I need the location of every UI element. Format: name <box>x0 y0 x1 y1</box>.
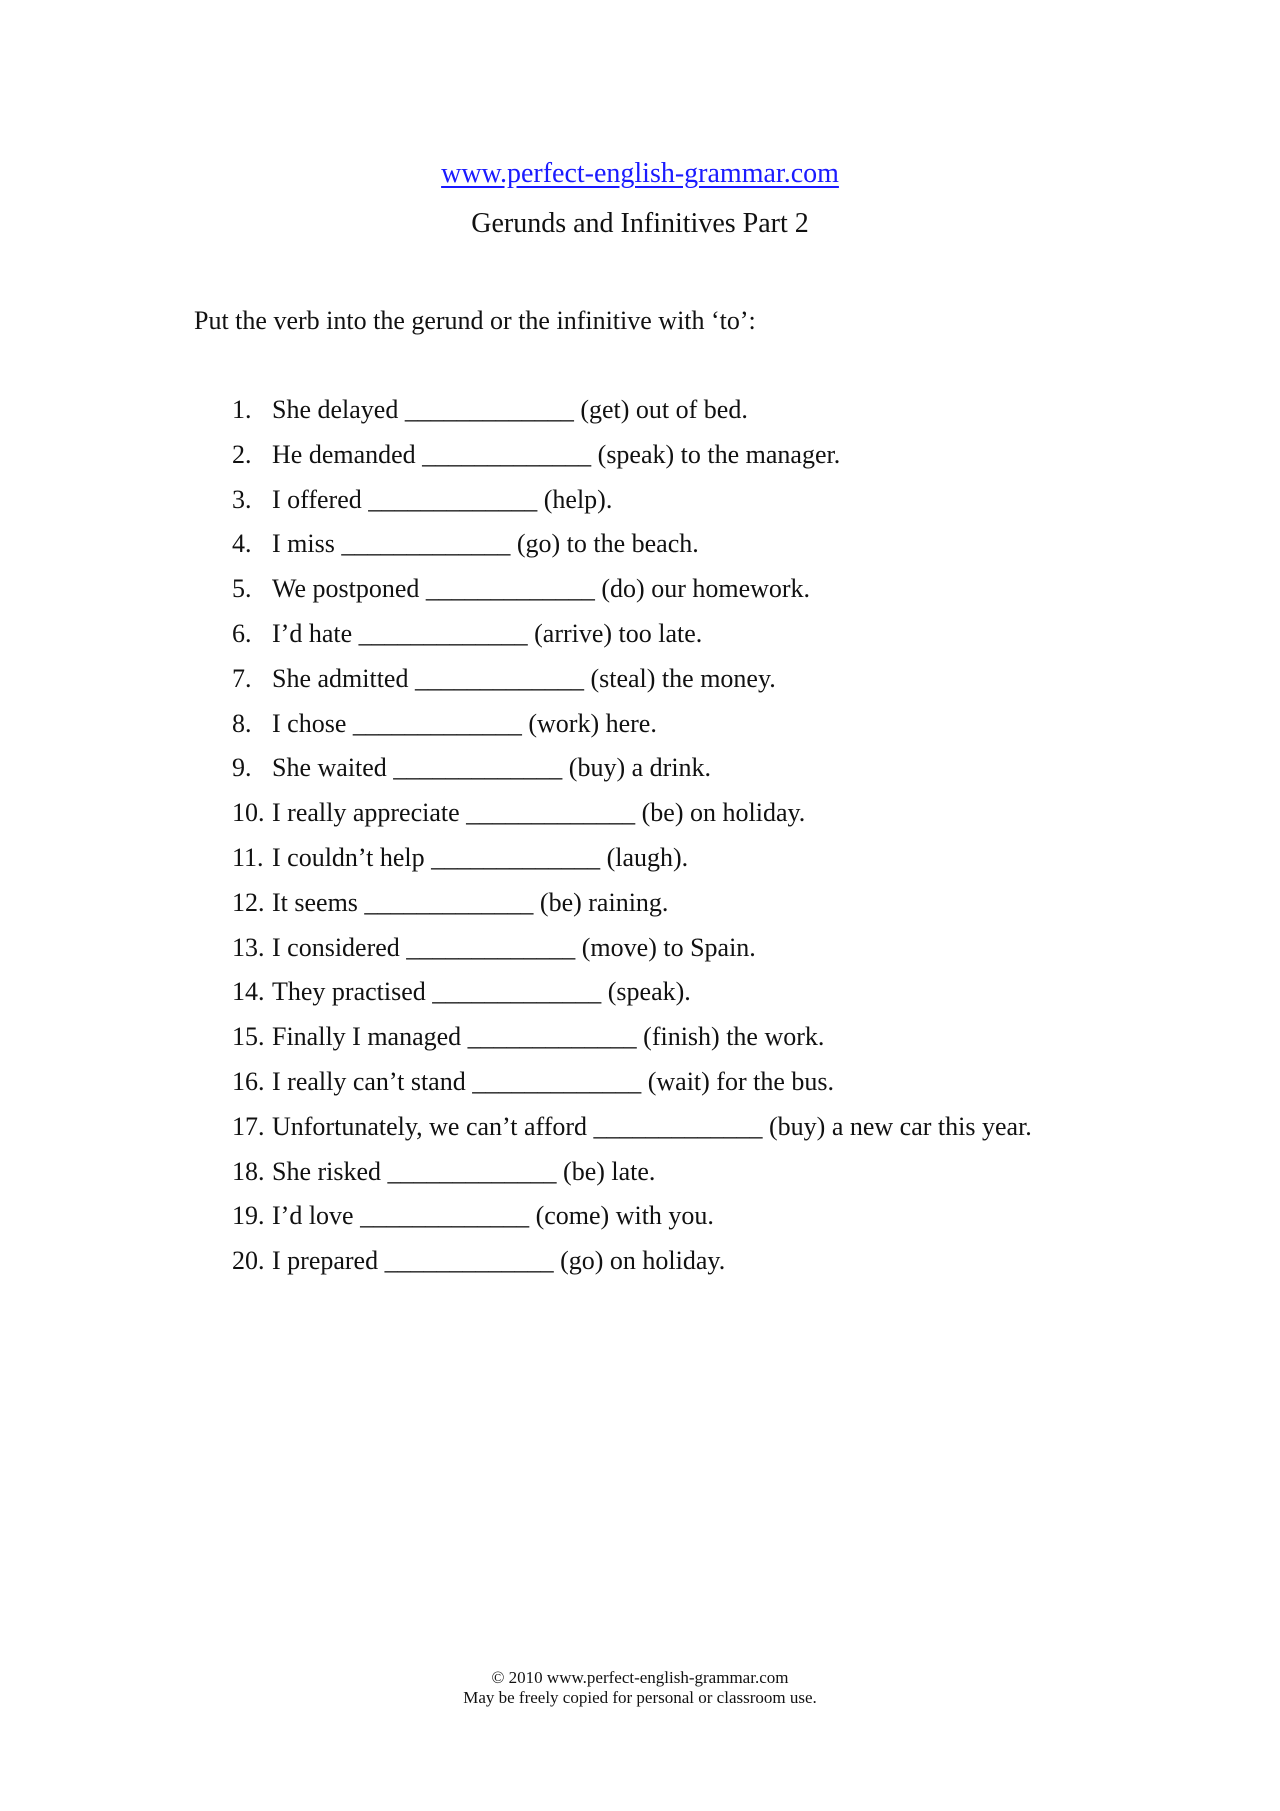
exercise-item <box>232 1155 1032 1200</box>
exercise-item <box>232 393 1032 438</box>
exercise-item <box>232 841 1032 886</box>
exercise-item <box>232 527 1032 572</box>
exercise-number: 15. <box>232 1022 265 1052</box>
exercise-item <box>232 1065 1032 1110</box>
exercise-number: 19. <box>232 1201 265 1231</box>
exercise-sentence: I’d hate _____________ (arrive) too late. <box>272 618 703 648</box>
exercise-item <box>232 662 1032 707</box>
exercise-number: 2. <box>232 439 252 469</box>
exercise-item <box>232 617 1032 662</box>
exercise-sentence: I chose _____________ (work) here. <box>272 708 657 738</box>
exercise-sentence: It seems _____________ (be) raining. <box>272 887 669 917</box>
exercise-sentence: I miss _____________ (go) to the beach. <box>272 529 699 559</box>
exercise-item <box>232 1110 1032 1155</box>
exercise-item <box>232 707 1032 752</box>
exercise-item <box>232 572 1032 617</box>
exercise-number: 13. <box>232 932 265 962</box>
instruction-text: Put the verb into the gerund or the infinitive with ‘to’: <box>194 306 756 335</box>
exercise-sentence: She risked _____________ (be) late. <box>272 1156 656 1186</box>
exercise-number: 9. <box>232 753 252 783</box>
exercise-number: 6. <box>232 618 252 648</box>
exercise-list <box>232 393 1032 1289</box>
exercise-number: 16. <box>232 1066 265 1096</box>
exercise-number: 18. <box>232 1156 265 1186</box>
exercise-item <box>232 483 1032 528</box>
exercise-number: 1. <box>232 395 252 424</box>
exercise-sentence: She admitted _____________ (steal) the money. <box>272 663 776 693</box>
exercise-sentence: Unfortunately, we can’t afford _____________ (buy) a new car this year. <box>272 1111 1032 1141</box>
exercise-sentence: He demanded _____________ (speak) to the manager. <box>272 439 841 469</box>
footer-copyright: © 2010 www.perfect-english-grammar.com <box>491 1668 789 1687</box>
exercise-sentence: I really appreciate _____________ (be) on holiday. <box>272 798 806 828</box>
exercise-item <box>232 438 1032 483</box>
exercise-number: 5. <box>232 574 252 604</box>
footer <box>0 1668 1280 1708</box>
site-link[interactable]: www.perfect-english-grammar.com <box>441 158 839 189</box>
exercise-number: 3. <box>232 484 252 514</box>
exercise-item <box>232 886 1032 931</box>
exercise-item <box>232 751 1032 796</box>
exercise-number: 14. <box>232 977 265 1007</box>
exercise-number: 17. <box>232 1111 265 1141</box>
exercise-sentence: I considered _____________ (move) to Spain. <box>272 932 756 962</box>
exercise-sentence: We postponed _____________ (do) our homework. <box>272 574 811 604</box>
exercise-sentence: I’d love _____________ (come) with you. <box>272 1201 714 1231</box>
exercise-sentence: I couldn’t help _____________ (laugh). <box>272 842 689 872</box>
exercise-number: 10. <box>232 798 265 828</box>
exercise-sentence: She waited _____________ (buy) a drink. <box>272 753 712 783</box>
exercise-number: 20. <box>232 1246 265 1276</box>
exercise-sentence: They practised _____________ (speak). <box>272 977 691 1007</box>
exercise-number: 8. <box>232 708 252 738</box>
exercise-item <box>232 1199 1032 1244</box>
footer-notice: May be freely copied for personal or classroom use. <box>463 1688 817 1707</box>
exercise-number: 7. <box>232 663 252 693</box>
exercise-sentence: I really can’t stand _____________ (wait) for the bus. <box>272 1066 834 1096</box>
exercise-item <box>232 1020 1032 1065</box>
exercise-item <box>232 931 1032 976</box>
exercise-item <box>232 1244 1032 1289</box>
exercise-sentence: She delayed _____________ (get) out of bed. <box>272 395 748 424</box>
exercise-number: 4. <box>232 529 252 559</box>
exercise-sentence: Finally I managed _____________ (finish) the work. <box>272 1022 825 1052</box>
exercise-item <box>232 975 1032 1020</box>
page-title: Gerunds and Infinitives Part 2 <box>471 208 809 239</box>
exercise-sentence: I offered _____________ (help). <box>272 484 613 514</box>
exercise-item <box>232 796 1032 841</box>
exercise-number: 11. <box>232 842 264 872</box>
exercise-sentence: I prepared _____________ (go) on holiday. <box>272 1246 726 1276</box>
exercise-number: 12. <box>232 887 265 917</box>
